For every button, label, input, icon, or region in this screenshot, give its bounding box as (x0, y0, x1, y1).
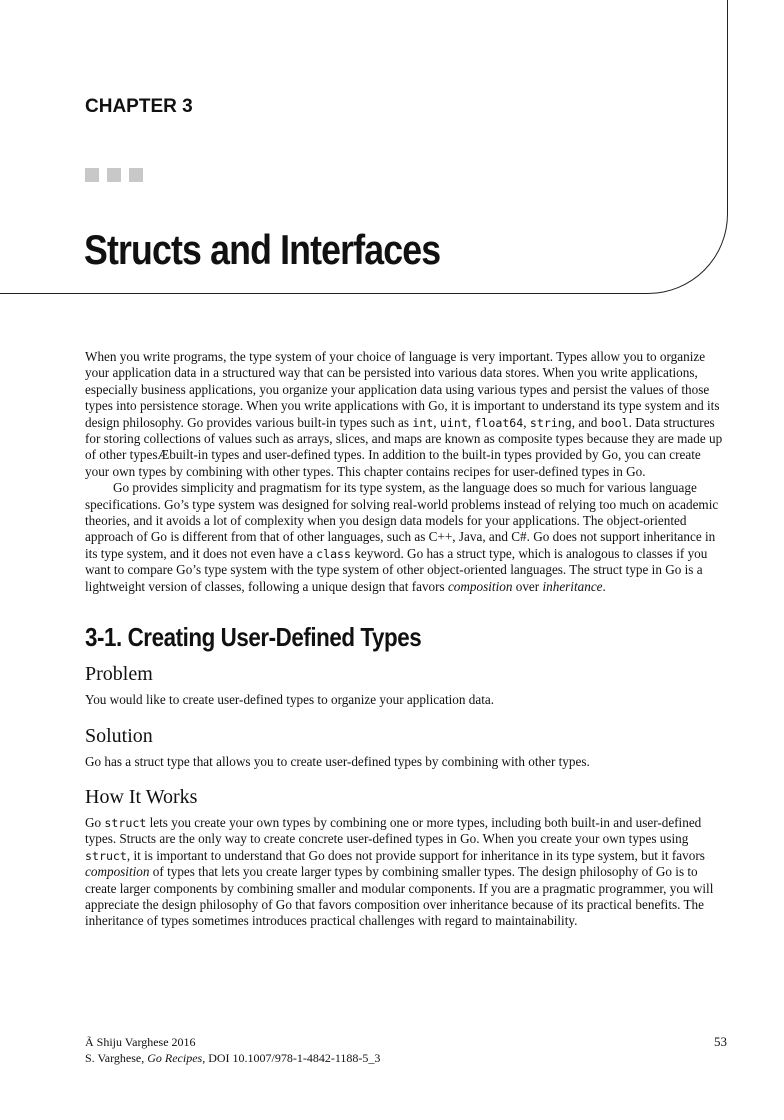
text-run: , (433, 414, 440, 430)
intro-paragraph-2 (85, 480, 727, 595)
page-content (85, 349, 727, 930)
inline-code: float64 (474, 415, 524, 430)
solution-heading: Solution (85, 724, 153, 747)
chapter-title: Structs and Interfaces (84, 226, 441, 273)
emphasis-text: Go Recipes (147, 1051, 203, 1065)
text-run: over (512, 578, 543, 594)
inline-code: class (316, 546, 352, 561)
inline-code: uint (439, 415, 468, 430)
text-run: . Data structures for storing collections of values such as arrays, slices, and maps are known as composite types because they are made up of other typesÆbuilt-in types and user-defined types. In addition to the built-in types provided by Go, you can create your own types by combining with other types. This chapter contains recipes for user-defined types in Go. (85, 414, 723, 479)
text-run: , it is important to understand that Go does not provide support for inheritance in its type system, but it favors (126, 847, 705, 863)
decoration-square (85, 168, 99, 182)
text-run: , and (571, 414, 601, 430)
how-it-works-heading: How It Works (85, 785, 198, 808)
inline-code: string (529, 415, 572, 430)
text-run: , DOI 10.1007/978-1-4842-1188-5_3 (202, 1051, 381, 1065)
text-run: S. Varghese, (85, 1051, 148, 1065)
text-run: lets you create your own types by combining one or more types, including both built-in and user-defined types. Structs are the only way to create concrete user-defined types in Go. When you create your own types using (85, 814, 702, 847)
inline-code: bool (600, 415, 629, 430)
decoration-square (129, 168, 143, 182)
problem-text: You would like to create user-defined types to organize your application data. (85, 692, 495, 708)
citation-line (85, 1050, 727, 1066)
text-run: Go provides simplicity and pragmatism for its type system, as the language does so much for various language specifications. Go’s type system was designed for solving real-world problems instead of relying too much on academic theories, and it avoids a lot of complexity when you design data models for your applications. The object-oriented approach of Go is different from that of other languages, such as C++, Java, and C#. Go does not support inheritance in its type system, and it does not even have a (85, 480, 719, 561)
text-run: . (602, 578, 606, 594)
decoration-square (107, 168, 121, 182)
inline-code: struct (104, 815, 147, 830)
intro-paragraph-1 (85, 349, 727, 480)
emphasis-text: composition (85, 864, 150, 880)
chapter-label: CHAPTER 3 (85, 96, 193, 117)
copyright-line: Ã Shiju Varghese 2016 (85, 1035, 196, 1049)
emphasis-text: composition (447, 578, 513, 594)
text-run: When you write programs, the type system of your choice of language is very important. Types allow you to organize your application data in a structured way that can be persisted into various data stores. When you write applications, especially business applications, you organize your application data using various types and persist the values of those types into persistence storage. When you write applications with Go, it is important to understand its type system and its design philosophy. Go provides various built-in types such as (85, 349, 720, 430)
text-run: , (523, 414, 530, 430)
solution-text: Go has a struct type that allows you to create user-defined types by combining with other types. (85, 753, 590, 769)
page-number: 53 (714, 1034, 727, 1049)
section-title: 3-1. Creating User-Defined Types (85, 622, 422, 653)
text-run: Go (85, 814, 105, 830)
text-run: keyword. Go has a struct type, which is analogous to classes if you want to compare Go’s type system with the type system of other object-oriented languages. The struct type in Go is a lightweight version of classes, following a unique design that favors (85, 545, 708, 594)
how-it-works-text (85, 815, 727, 930)
text-run: of types that lets you create larger types by combining smaller types. The design philosophy of Go is to create larger components by combining smaller and modular components. If you are a pragmatic programmer, you will appreciate the design philosophy of Go that favors composition over inheritance because of its practical benefits. The inheritance of types sometimes introduces practical challenges with regard to maintainability. (85, 864, 714, 929)
page-footer (85, 1034, 727, 1066)
chapter-decoration-squares (85, 168, 143, 182)
emphasis-text: inheritance (542, 578, 603, 594)
inline-code: int (412, 415, 434, 430)
text-run: , (467, 414, 475, 430)
problem-heading: Problem (85, 663, 153, 686)
inline-code: struct (85, 848, 127, 863)
